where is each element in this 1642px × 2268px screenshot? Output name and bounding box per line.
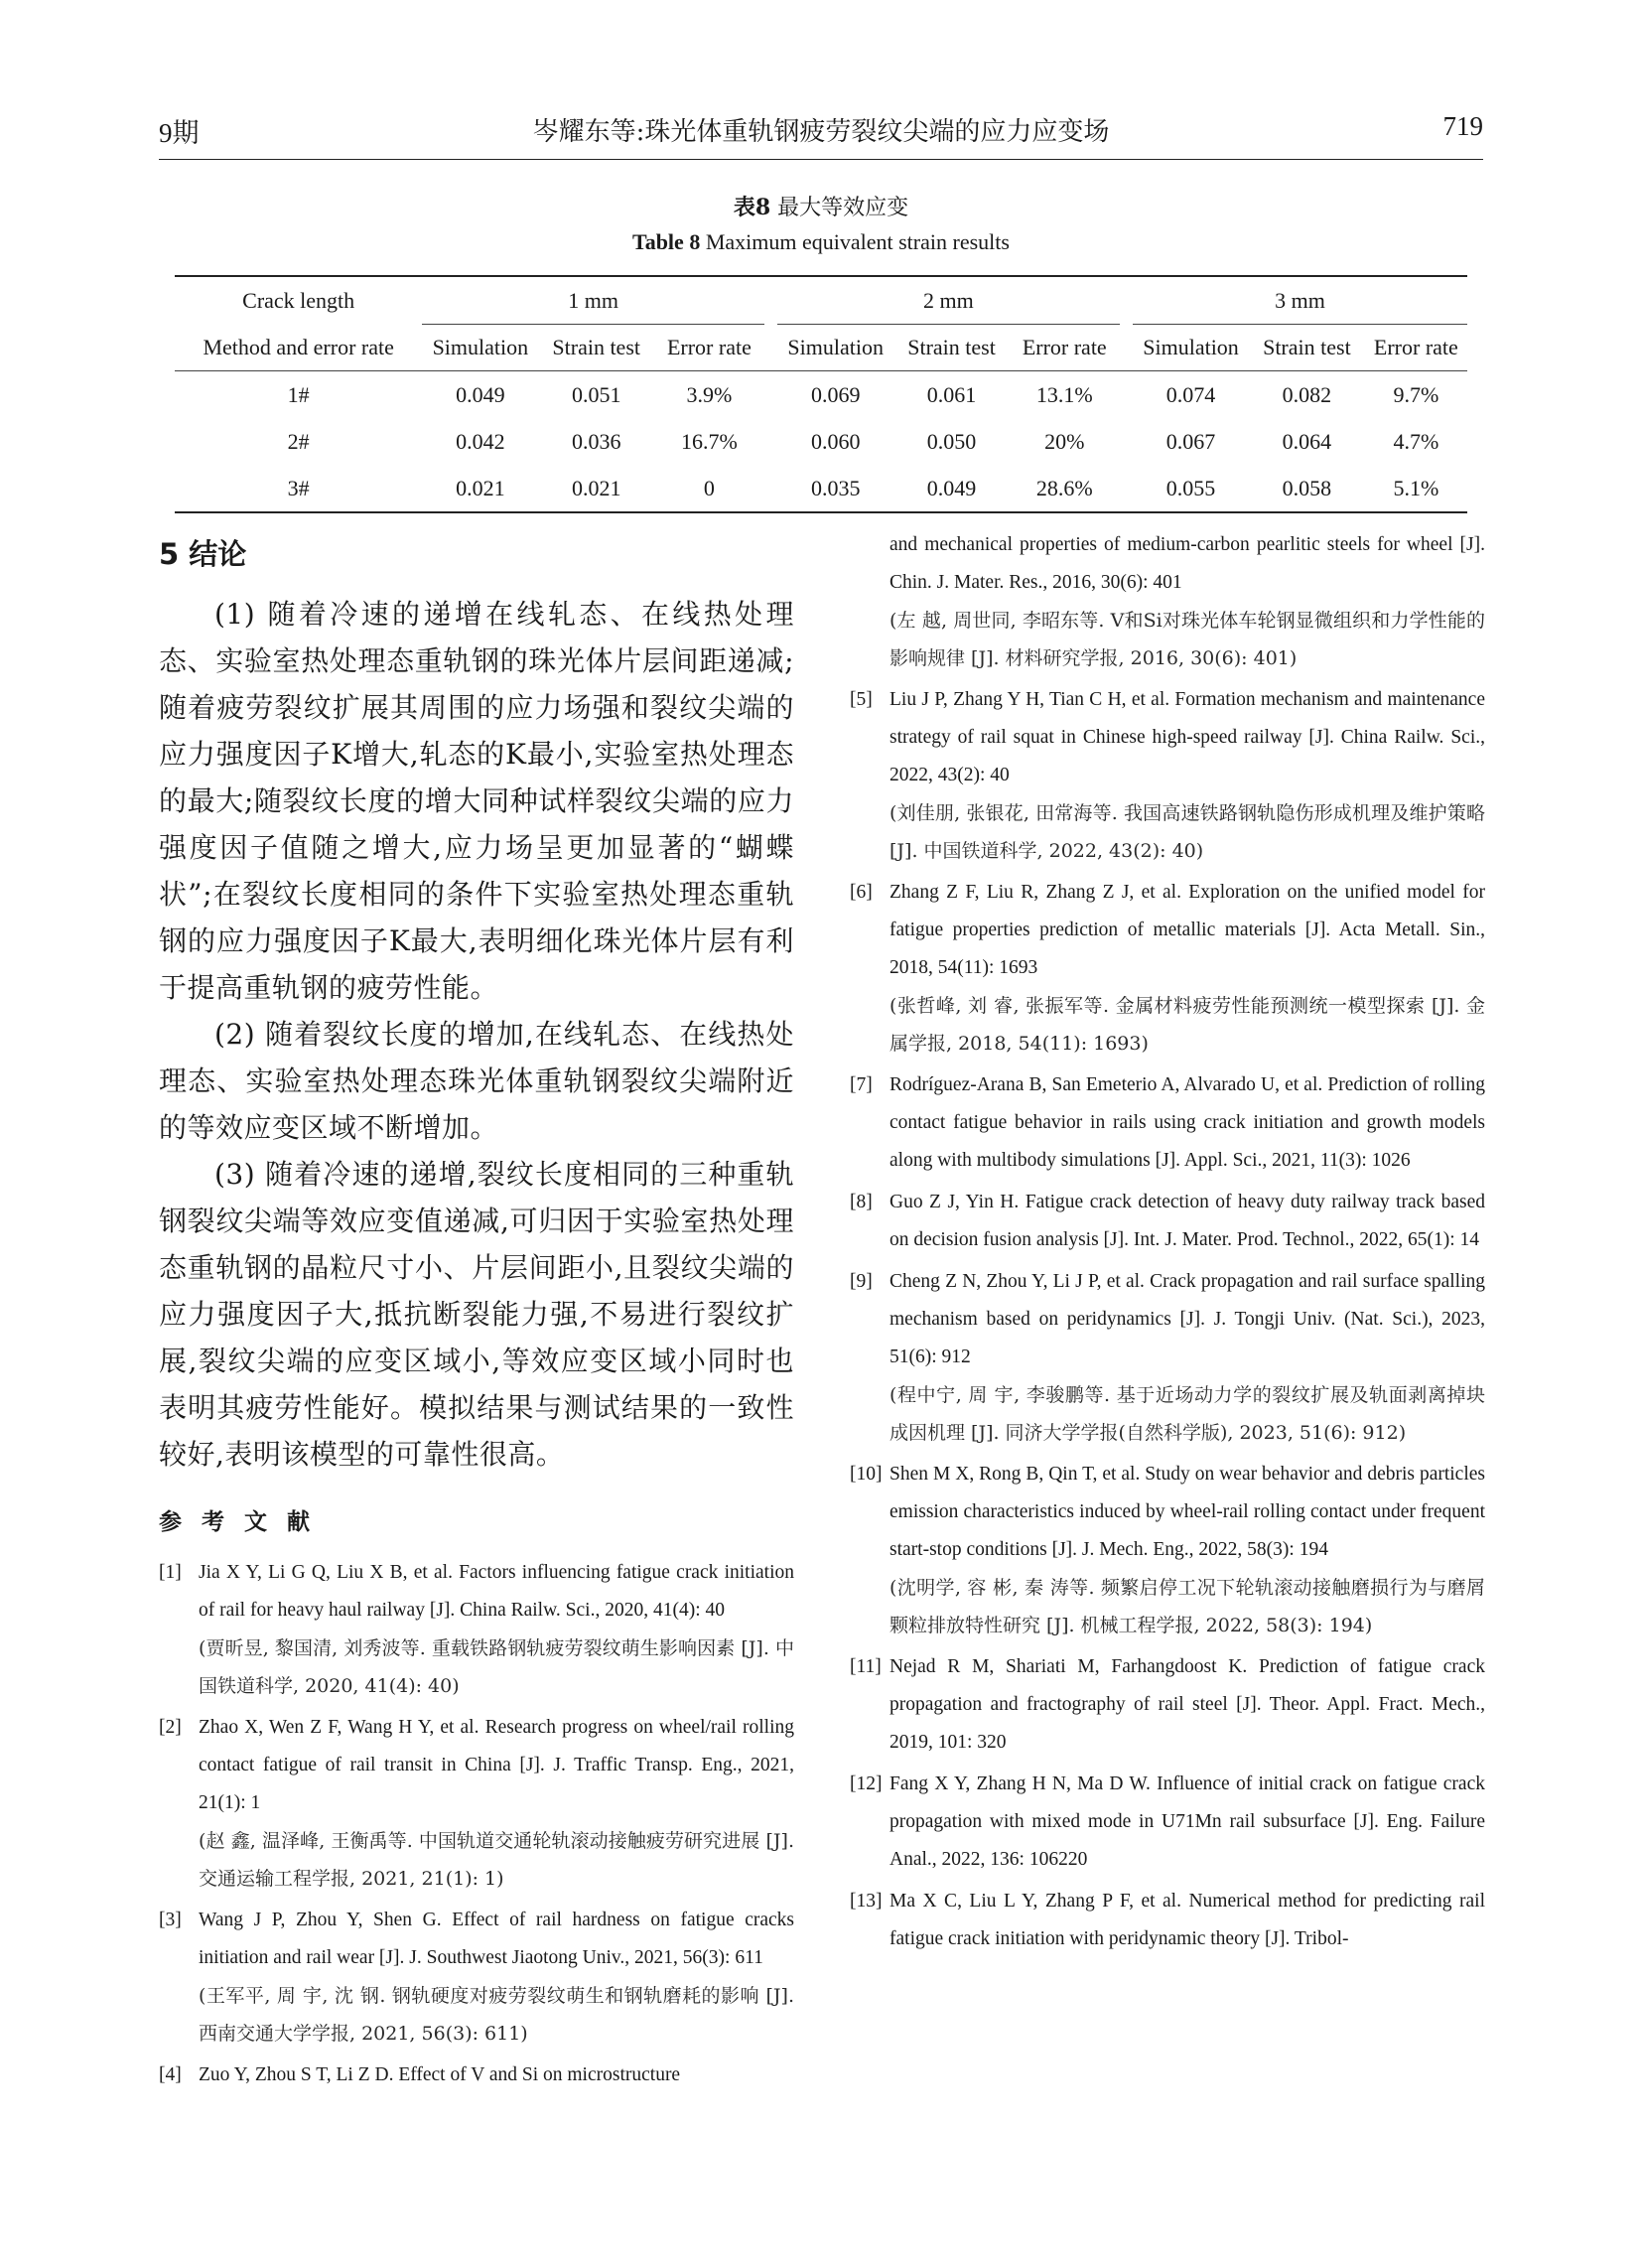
- reference-item: [850, 1883, 1485, 1958]
- reference-text-en: Zuo Y, Zhou S T, Li Z D. Effect of V and Si on microstructure: [199, 2064, 681, 2085]
- reference-number: [12]: [850, 1773, 883, 1794]
- reference-item: [159, 2056, 794, 2094]
- column-header: Strain test: [552, 335, 640, 359]
- reference-number: [13]: [850, 1891, 883, 1912]
- table-caption-cn: [159, 191, 1483, 225]
- table-caption-en-text: Maximum equivalent strain results: [705, 229, 1010, 254]
- table-cell: 0.061: [926, 381, 977, 407]
- table-cell: 0.069: [810, 381, 861, 407]
- group-header: 1 mm: [422, 276, 763, 325]
- reference-item: [159, 1709, 794, 1898]
- reference-text-en: Wang J P, Zhou Y, Shen G. Effect of rail hardness on fatigue cracks initiation and rail wear [J]. J. Southwest Jiaotong Univ., 2021, 56(3): 611: [199, 1910, 794, 1968]
- table-header-row-2: [175, 325, 1467, 371]
- table-cell: 0.021: [456, 475, 505, 500]
- table-cell: 20%: [1044, 428, 1085, 454]
- reference-item: [850, 1263, 1485, 1452]
- table-cell: 4.7%: [1393, 428, 1439, 454]
- table-cell: 28.6%: [1035, 475, 1093, 500]
- running-title: 岑耀东等:珠光体重轨钢疲劳裂纹尖端的应力应变场: [532, 117, 1110, 147]
- reference-item: [850, 1456, 1485, 1644]
- table-cell: 3.9%: [686, 381, 733, 407]
- row-method: 1#: [287, 381, 310, 407]
- table-cell: 5.1%: [1393, 475, 1439, 500]
- reference-item: [159, 1902, 794, 2053]
- group-header: 2 mm: [777, 276, 1119, 325]
- reference-text-en: and mechanical properties of medium-carbon pearlitic steels for wheel [J]. Chin. J. Mater. Res., 2016, 30(6): 401: [889, 534, 1485, 593]
- column-header: Error rate: [1022, 335, 1107, 359]
- reference-number: [3]: [159, 1910, 182, 1930]
- table-cell: 0.058: [1282, 475, 1332, 500]
- page-number: 719: [1442, 111, 1483, 141]
- reference-item: [850, 874, 1485, 1063]
- table-cell: 0.082: [1282, 381, 1332, 407]
- group-header: 3 mm: [1133, 276, 1467, 325]
- table-caption-en: [159, 225, 1483, 259]
- reference-number: [2]: [159, 1717, 182, 1738]
- column-header: Simulation: [432, 335, 529, 359]
- table-row: [175, 371, 1467, 419]
- reference-number: [10]: [850, 1464, 883, 1485]
- issue-number: 9期: [159, 118, 200, 148]
- reference-item: [850, 1184, 1485, 1259]
- table-row: [175, 418, 1467, 465]
- references-title: 参 考 文 献: [159, 1509, 317, 1535]
- reference-text-en: Rodríguez-Arana B, San Emeterio A, Alvarado U, et al. Prediction of rolling contact fatigue behavior in rails using crack initiation and growth models along with multibody simulations [J]. Appl. Sci., 2021, 11(3): 1026: [889, 1074, 1485, 1171]
- reference-text-cn: (程中宁, 周 宇, 李骏鹏等. 基于近场动力学的裂纹扩展及轨面剥离掉块成因机理 [J]. 同济大学学报(自然科学版), 2023, 51(6): 912): [889, 1384, 1485, 1444]
- table-cell: 0.021: [571, 475, 621, 500]
- right-column: [850, 526, 1485, 1962]
- reference-number: [5]: [850, 689, 873, 710]
- reference-item: [850, 1648, 1485, 1762]
- reference-item: [850, 1766, 1485, 1879]
- table-cell: 0.051: [571, 381, 621, 407]
- conclusion-paragraph: (3) 随着冷速的递增,裂纹长度相同的三种重轨钢裂纹尖端等效应变值递减,可归因于实验室热处理态重轨钢的晶粒尺寸小、片层间距小,且裂纹尖端的应力强度因子大,抵抗断裂能力强,不易进行裂纹扩展,裂纹尖端的应变区域小,等效应变区域小同时也表明其疲劳性能好。模拟结果与测试结果的一致性较好,表明该模型的可靠性很高。: [159, 1158, 794, 1471]
- table-cell: 0.035: [810, 475, 861, 500]
- reference-number: [11]: [850, 1656, 882, 1677]
- reference-number: [8]: [850, 1192, 873, 1212]
- reference-text-en: Guo Z J, Yin H. Fatigue crack detection of heavy duty railway track based on decision fusion analysis [J]. Int. J. Mater. Prod. Technol., 2022, 65(1): 14: [889, 1192, 1485, 1250]
- column-header: Strain test: [907, 335, 996, 359]
- reference-text-en: Ma X C, Liu L Y, Zhang P F, et al. Numerical method for predicting rail fatigue crack initiation with peridynamic theory [J]. Tribol-: [889, 1891, 1485, 1949]
- reference-item: [850, 1066, 1485, 1180]
- reference-text-en: Shen M X, Rong B, Qin T, et al. Study on wear behavior and debris particles emission characteristics induced by wheel-rail rolling contact under frequent start-stop conditions [J]. J. Mech. Eng., 2022, 58(3): 194: [889, 1464, 1485, 1560]
- strain-results-table: [175, 275, 1467, 513]
- table-caption-cn-label: 表8: [733, 195, 771, 220]
- table-caption: [159, 191, 1483, 259]
- page-header: [159, 111, 1483, 151]
- reference-text-en: Jia X Y, Li G Q, Liu X B, et al. Factors influencing fatigue crack initiation of rail for heavy haul railway [J]. China Railw. Sci., 2020, 41(4): 40: [199, 1562, 794, 1621]
- table-header-row-1: [175, 276, 1467, 325]
- row-method: 2#: [287, 428, 310, 454]
- reference-item: [159, 1554, 794, 1705]
- column-header: Simulation: [1143, 335, 1239, 359]
- header-rule: [159, 159, 1483, 160]
- reference-number: [1]: [159, 1562, 182, 1583]
- method-label: Method and error rate: [203, 334, 394, 359]
- table-cell: 0.067: [1165, 428, 1216, 454]
- table-cell: 0.074: [1165, 381, 1216, 407]
- reference-number: [6]: [850, 882, 873, 903]
- reference-text-cn: (沈明学, 容 彬, 秦 涛等. 频繁启停工况下轮轨滚动接触磨损行为与磨屑颗粒排放特性研究 [J]. 机械工程学报, 2022, 58(3): 194): [889, 1577, 1485, 1636]
- reference-item: [850, 681, 1485, 870]
- conclusion-paragraph: (2) 随着裂纹长度的增加,在线轧态、在线热处理态、实验室热处理态珠光体重轨钢裂纹尖端附近的等效应变区域不断增加。: [159, 1018, 794, 1144]
- column-header: Strain test: [1263, 335, 1351, 359]
- reference-text-cn: (贾昕昱, 黎国清, 刘秀波等. 重载铁路钢轨疲劳裂纹萌生影响因素 [J]. 中国铁道科学, 2020, 41(4): 40): [199, 1637, 794, 1697]
- reference-text-en: Fang X Y, Zhang H N, Ma D W. Influence of initial crack on fatigue crack propagation with mixed mode in U71Mn rail subsurface [J]. Eng. Failure Anal., 2022, 136: 106220: [889, 1773, 1485, 1870]
- reference-text-en: Nejad R M, Shariati M, Farhangdoost K. Prediction of fatigue crack propagation and fractography of rail steel [J]. Theor. Appl. Fract. Mech., 2019, 101: 320: [889, 1656, 1485, 1753]
- reference-number: [9]: [850, 1271, 873, 1292]
- column-header: Error rate: [1373, 335, 1458, 359]
- table-cell: 0.042: [456, 428, 505, 454]
- reference-text-cn: (刘佳朋, 张银花, 田常海等. 我国高速铁路钢轨隐伤形成机理及维护策略 [J]. 中国铁道科学, 2022, 43(2): 40): [889, 802, 1485, 862]
- table-caption-en-label: Table 8: [632, 229, 701, 254]
- left-column: [159, 532, 794, 2098]
- table-cell: 0.060: [810, 428, 861, 454]
- reference-number: [7]: [850, 1074, 873, 1095]
- table-cell: 9.7%: [1393, 381, 1439, 407]
- reference-text-cn: (张哲峰, 刘 睿, 张振军等. 金属材料疲劳性能预测统一模型探索 [J]. 金属学报, 2018, 54(11): 1693): [889, 995, 1485, 1055]
- column-header: Error rate: [666, 335, 752, 359]
- reference-text-en: Liu J P, Zhang Y H, Tian C H, et al. Formation mechanism and maintenance strategy of rail squat in Chinese high-speed railway [J]. China Railw. Sci., 2022, 43(2): 40: [889, 689, 1485, 785]
- table-cell: 0.050: [926, 428, 977, 454]
- conclusion-paragraph: (1) 随着冷速的递增在线轧态、在线热处理态、实验室热处理态重轨钢的珠光体片层间距递减;随着疲劳裂纹扩展其周围的应力场强和裂纹尖端的应力强度因子K增大,轧态的K最小,实验室热处理态的最大;随裂纹长度的增大同种试样裂纹尖端的应力强度因子值随之增大,应力场呈更加显著的“蝴蝶状”;在裂纹长度相同的条件下实验室热处理态重轨钢的应力强度因子K最大,表明细化珠光体片层有利于提高重轨钢的疲劳性能。: [159, 598, 794, 1004]
- table-cell: 0.064: [1282, 428, 1332, 454]
- table-cell: 0.036: [571, 428, 621, 454]
- reference-text-en: Zhao X, Wen Z F, Wang H Y, et al. Research progress on wheel/rail rolling contact fatigue of rail transit in China [J]. J. Traffic Transp. Eng., 2021, 21(1): 1: [199, 1717, 794, 1813]
- table-cell: 13.1%: [1035, 381, 1093, 407]
- table-cell: 16.7%: [681, 428, 738, 454]
- table-cell: 0.049: [926, 475, 977, 500]
- reference-text-cn: (左 越, 周世同, 李昭东等. V和Si对珠光体车轮钢显微组织和力学性能的影响规律 [J]. 材料研究学报, 2016, 30(6): 401): [889, 610, 1485, 669]
- reference-number: [4]: [159, 2064, 182, 2085]
- table-cell: 0: [703, 475, 715, 500]
- reference-text-cn: (赵 鑫, 温泽峰, 王衡禹等. 中国轨道交通轮轨滚动接触疲劳研究进展 [J]. 交通运输工程学报, 2021, 21(1): 1): [199, 1830, 794, 1890]
- conclusion-title: 5 结论: [159, 537, 247, 571]
- table-cell: 0.055: [1165, 475, 1216, 500]
- table-cell: 0.049: [456, 381, 505, 407]
- reference-text-en: Zhang Z F, Liu R, Zhang Z J, et al. Exploration on the unified model for fatigue properties prediction of metallic materials [J]. Acta Metall. Sin., 2018, 54(11): 1693: [889, 882, 1485, 978]
- row-method: 3#: [287, 475, 310, 500]
- column-header: Simulation: [787, 335, 884, 359]
- reference-text-en: Cheng Z N, Zhou Y, Li J P, et al. Crack propagation and rail surface spalling mechanism based on peridynamics [J]. J. Tongji Univ. (Nat. Sci.), 2023, 51(6): 912: [889, 1271, 1485, 1367]
- crack-length-label: Crack length: [242, 287, 355, 313]
- table-row: [175, 465, 1467, 512]
- reference-text-cn: (王军平, 周 宇, 沈 钢. 钢轨硬度对疲劳裂纹萌生和钢轨磨耗的影响 [J]. 西南交通大学学报, 2021, 56(3): 611): [199, 1985, 794, 2045]
- reference-continuation: [850, 526, 1485, 677]
- table-caption-cn-text: 最大等效应变: [777, 196, 909, 220]
